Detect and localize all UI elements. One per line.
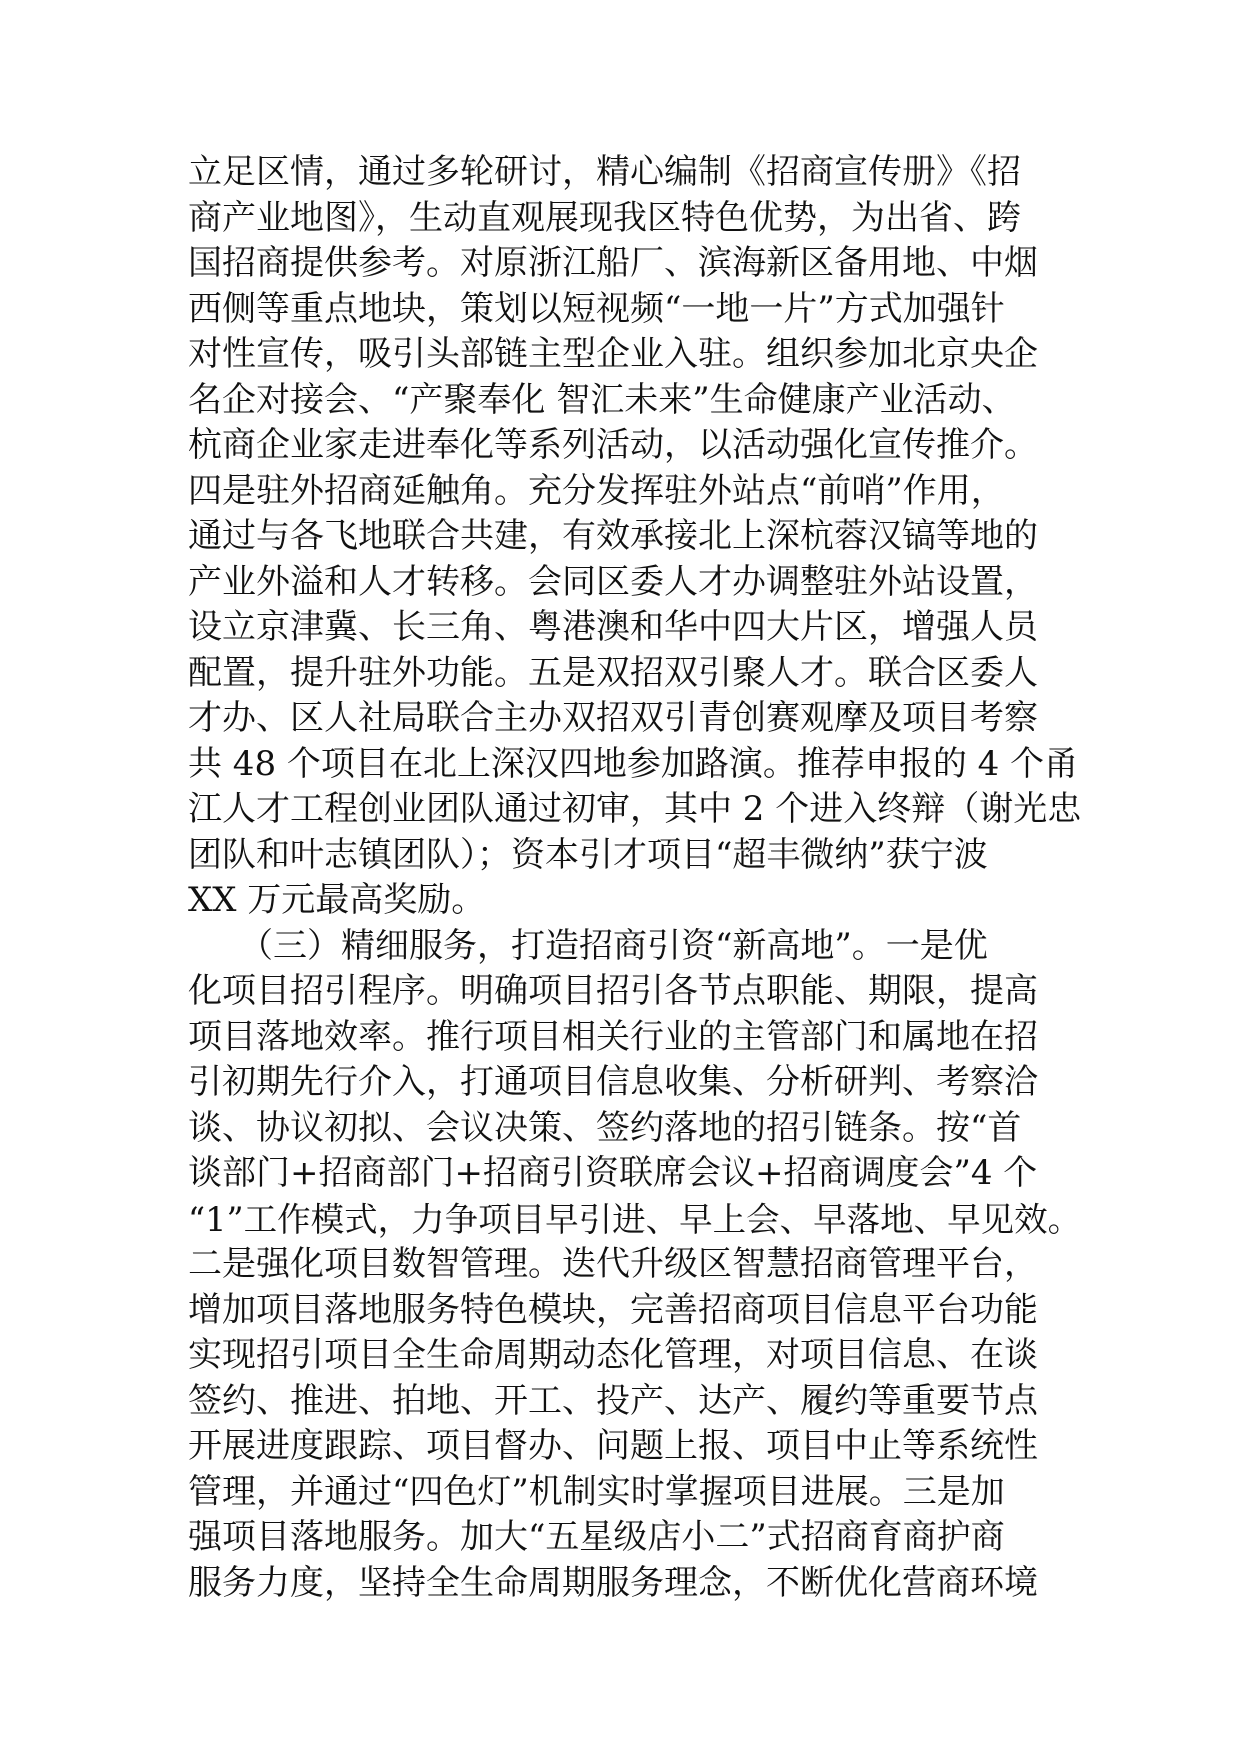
text-line: 签约、推进、拍地、开工、投产、达产、履约等重要节点 — [188, 1380, 1038, 1421]
text-line: 引初期先行介入，打通项目信息收集、分析研判、考察洽 — [188, 1062, 1038, 1102]
body-text — [188, 150, 1082, 1606]
text-line: 商产业地图》，生动直观展现我区特色优势，为出省、跨 — [188, 197, 1021, 238]
text-line: 立足区情，通过多轮研讨，精心编制《招商宣传册》《招 — [188, 152, 1021, 192]
text-line: 四是驻外招商延触角。充分发挥驻外站点“前哨”作用， — [188, 470, 1005, 511]
text-line: 通过与各飞地联合共建，有效承接北上深杭蓉汉镐等地的 — [188, 516, 1038, 556]
text-line: 产业外溢和人才转移。会同区委人才办调整驻外站设置， — [188, 561, 1038, 602]
text-line: 二是强化项目数智管理。迭代升级区智慧招商管理平台， — [188, 1244, 1038, 1284]
text-line: 谈、协议初拟、会议决策、签约落地的招引链条。按“首 — [188, 1107, 1022, 1148]
text-line: 江人才工程创业团队通过初审，其中 2 个进入终辩（谢光忠 — [188, 789, 1082, 829]
text-line: 设立京津冀、长三角、粤港澳和华中四大片区，增强人员 — [188, 607, 1038, 647]
text-line: 名企对接会、“产聚奉化 智汇未来”生命健康产业活动、 — [188, 379, 1016, 420]
text-line: 化项目招引程序。明确项目招引各节点职能、期限，提高 — [188, 971, 1038, 1011]
text-line: 项目落地效率。推行项目相关行业的主管部门和属地在招 — [188, 1016, 1038, 1057]
text-line: “1”工作模式，力争项目早引进、早上会、早落地、早见效。 — [188, 1199, 1082, 1239]
text-line: 配置，提升驻外功能。五是双招双引聚人才。联合区委人 — [188, 652, 1038, 693]
text-line: 才办、区人社局联合主办双招双引青创赛观摩及项目考察 — [188, 698, 1038, 738]
text-line: 对性宣传，吸引头部链主型企业入驻。组织参加北京央企 — [188, 334, 1038, 374]
text-line: 管理，并通过“四色灯”机制实时掌握项目进展。三是加 — [188, 1471, 1005, 1512]
text-line: 强项目落地服务。加大“五星级店小二”式招商育商护商 — [188, 1517, 1005, 1557]
text-line: 谈部门+招商部门+招商引资联席会议+招商调度会”4 个 — [188, 1153, 1038, 1193]
text-line: XX 万元最高奖励。 — [188, 880, 486, 920]
text-line: 团队和叶志镇团队）；资本引才项目“超丰微纳”获宁波 — [188, 834, 988, 875]
text-line: （三）精细服务，打造招商引资“新高地”。一是优 — [188, 925, 988, 966]
text-line: 增加项目落地服务特色模块，完善招商项目信息平台功能 — [188, 1289, 1038, 1330]
text-line: 服务力度，坚持全生命周期服务理念，不断优化营商环境 — [188, 1562, 1038, 1603]
text-line: 共 48 个项目在北上深汉四地参加路演。推荐申报的 4 个甬 — [188, 743, 1079, 784]
text-line: 国招商提供参考。对原浙江船厂、滨海新区备用地、中烟 — [188, 243, 1038, 283]
text-line: 西侧等重点地块，策划以短视频“一地一片”方式加强针 — [188, 288, 1005, 329]
text-line: 实现招引项目全生命周期动态化管理，对项目信息、在谈 — [188, 1335, 1038, 1375]
text-line: 杭商企业家走进奉化等系列活动，以活动强化宣传推介。 — [188, 425, 1038, 465]
text-line: 开展进度跟踪、项目督办、问题上报、项目中止等系统性 — [188, 1426, 1038, 1466]
